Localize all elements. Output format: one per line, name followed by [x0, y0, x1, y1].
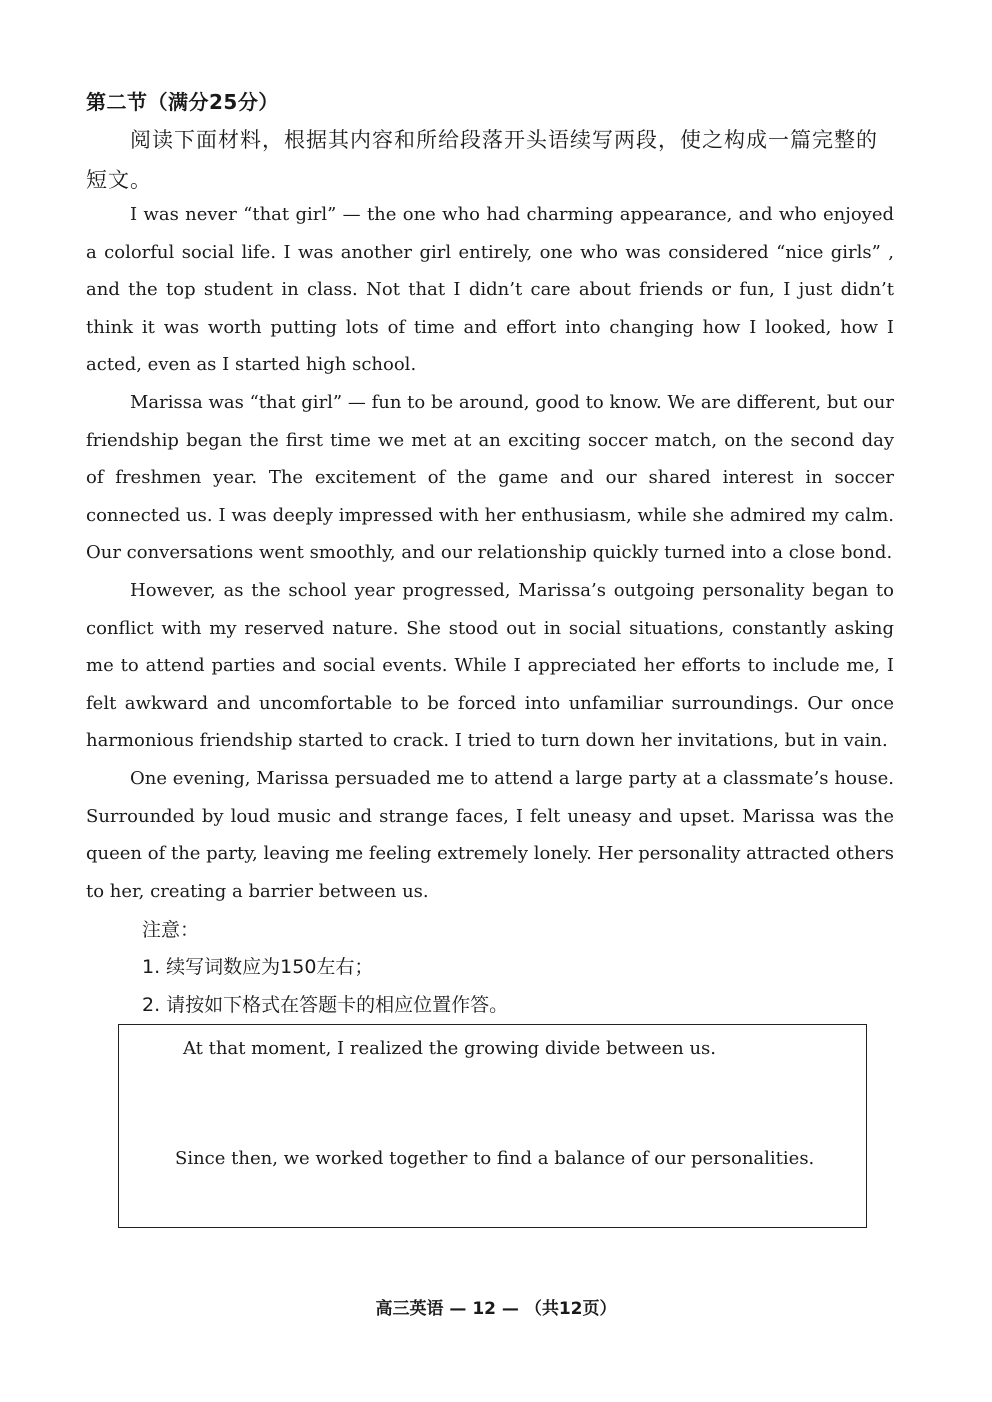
notes-section — [142, 912, 508, 1024]
story-paragraph-4: One evening, Marissa persuaded me to attend a large party at a classmate’s house. Surrounded by loud music and strange faces, I felt uneasy and upset. Marissa was the queen of the party, leaving me feeling extremely lonely. Her personality attracted others to her, creating a barrier between us. — [86, 767, 895, 902]
story-passage — [86, 196, 894, 910]
story-paragraph-3: However, as the school year progressed, Marissa’s outgoing personality began to conflict with my reserved nature. She stood out in social situations, constantly asking me to attend parties and social events. While I appreciated her efforts to include me, I felt awkward and uncomfortable to be forced into unfamiliar surroundings. Our once harmonious friendship started to crack. I tried to turn down her invitations, but in vain. — [86, 579, 894, 752]
page-footer: 高三英语 — 12 — （共12页） — [375, 1299, 617, 1319]
answer-format-box — [118, 1024, 867, 1228]
note-item-2: 2. 请按如下格式在答题卡的相应位置作答。 — [142, 994, 509, 1016]
story-paragraph-2: Marissa was “that girl” — fun to be around, good to know. We are different, but our friendship began the first time we met at an exciting soccer match, on the second day of freshmen year. The excitement of the game and our shared interest in soccer connected us. I was deeply impressed with her enthusiasm, while she admired my calm. Our conversations went smoothly, and our relationship quickly turned into a close bond. — [86, 391, 894, 564]
notes-heading: 注意： — [142, 919, 200, 941]
instruction-text: 阅读下面材料，根据其内容和所给段落开头语续写两段，使之构成一篇完整的短文。 — [86, 128, 878, 192]
section-title: 第二节（满分25分） — [86, 90, 279, 114]
note-item-1: 1. 续写词数应为150左右； — [142, 956, 374, 978]
story-paragraph-1: I was never “that girl” — the one who had charming appearance, and who enjoyed a colorful social life. I was another girl entirely, one who was considered “nice girls” , and the top student in class. Not that I didn’t care about friends or fun, I just didn’t think it was worth putting lots of time and effort into changing how I looked, how I acted, even as I started high school. — [86, 204, 894, 376]
paragraph-opening-2: Since then, we worked together to find a balance of our personalities. — [175, 1148, 815, 1169]
paragraph-opening-1: At that moment, I realized the growing divide between us. — [183, 1038, 717, 1059]
